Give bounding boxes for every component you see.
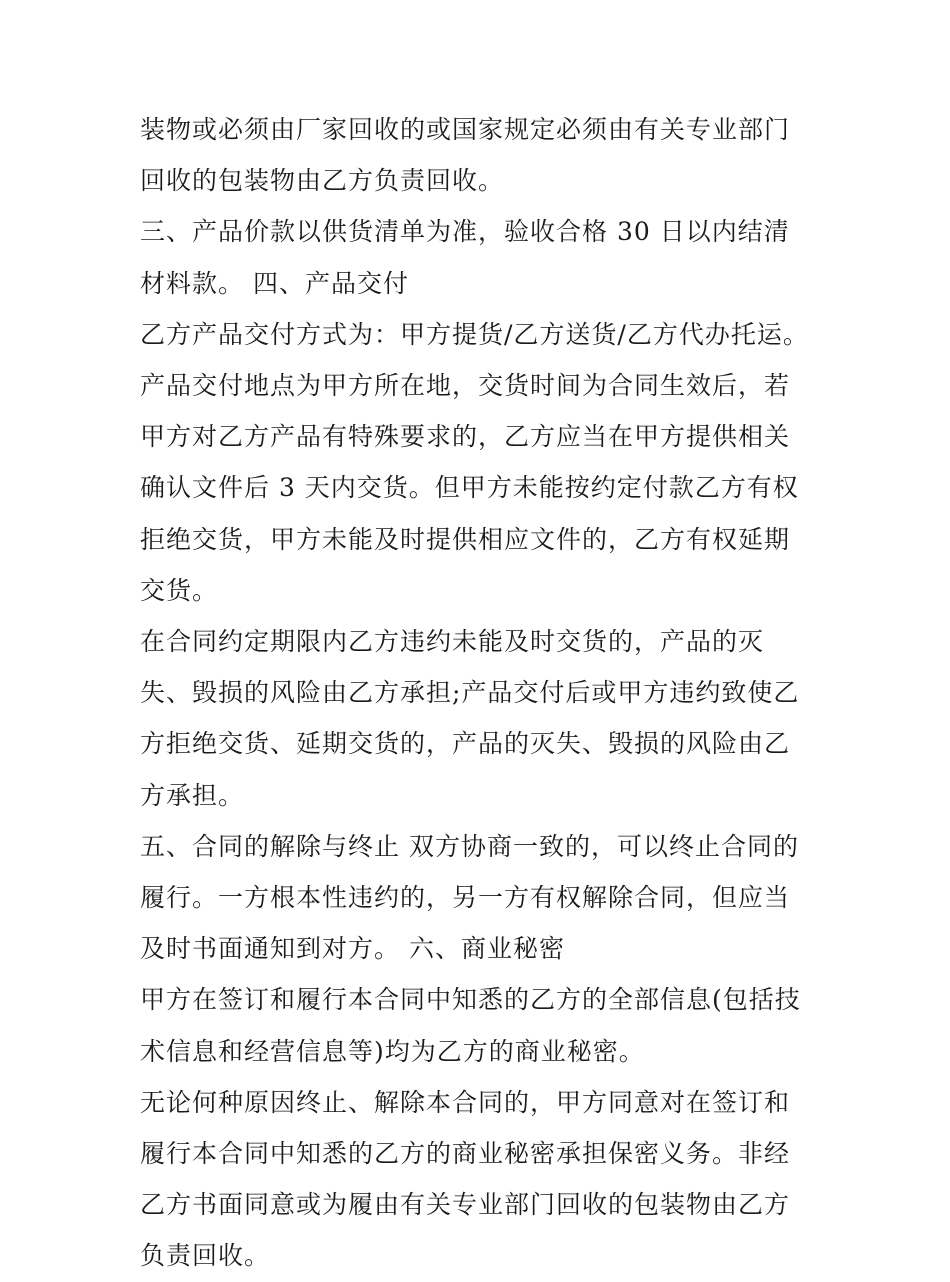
paragraph-price-and-delivery-heading: 三、产品价款以供货清单为准，验收合格 30 日以内结清材料款。 四、产品交付: [140, 217, 790, 298]
paragraph-termination: 五、合同的解除与终止 双方协商一致的，可以终止合同的履行。一方根本性违约的，另一方有权解除合同，但应当及时书面通知到对方。 六、商业秘密: [140, 831, 799, 964]
paragraph-delivery-method: 乙方产品交付方式为：甲方提货/乙方送货/乙方代办托运。产品交付地点为甲方所在地，交货时间为合同生效后，若甲方对乙方产品有特殊要求的，乙方应当在甲方提供相关确认文件后 3 天内交货。但甲方未能按约定付款乙方有权拒绝交货，甲方未能及时提供相应文件的，乙方有权延期交货。: [140, 319, 809, 605]
paragraph-trade-secret-definition: 甲方在签订和履行本合同中知悉的乙方的全部信息(包括技术信息和经营信息等)均为乙方的商业秘密。: [140, 985, 801, 1066]
paragraph-delivery-risk: 在合同约定期限内乙方违约未能及时交货的，产品的灭失、毁损的风险由乙方承担;产品交付后或甲方违约致使乙方拒绝交货、延期交货的，产品的灭失、毁损的风险由乙方承担。: [140, 627, 800, 810]
paragraph-confidentiality-obligation: 无论何种原因终止、解除本合同的，甲方同意对在签订和履行本合同中知悉的乙方的商业秘密承担保密义务。非经乙方书面同意或为履由有关专业部门回收的包装物由乙方负责回收。: [140, 1087, 791, 1271]
paragraph-packaging-recovery: 装物或必须由厂家回收的或国家规定必须由有关专业部门回收的包装物由乙方负责回收。: [140, 115, 791, 196]
document-body: [140, 104, 815, 1282]
